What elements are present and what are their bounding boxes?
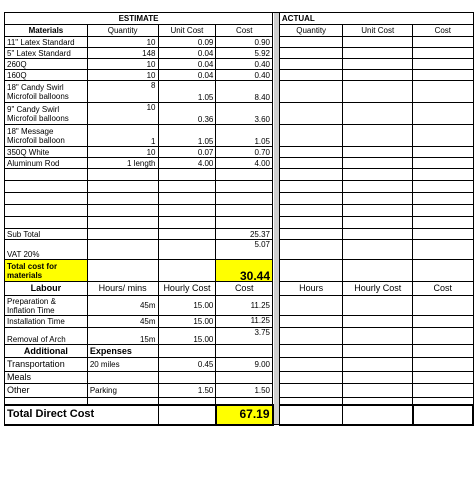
expense-cost: 1.50: [216, 384, 273, 398]
actual-cell: [343, 37, 413, 48]
expense-rate: [158, 372, 216, 384]
table-row: [5, 70, 474, 81]
actual-quantity-header: Quantity: [279, 25, 342, 37]
expense-detail: 20 miles: [87, 358, 158, 372]
table-row: [5, 384, 474, 398]
labour-name: Removal of Arch: [5, 328, 88, 345]
table-row: [5, 358, 474, 372]
material-unit-cost: 1.05: [158, 125, 216, 147]
material-name: 350Q White: [5, 147, 88, 158]
material-qty: 8: [87, 81, 158, 103]
table-row: [5, 158, 474, 169]
actual-cell: [413, 81, 473, 103]
table-row: [5, 37, 474, 48]
expense-name: Other: [5, 384, 88, 398]
labour-header-row: [5, 282, 474, 296]
material-cost: 0.70: [216, 147, 273, 158]
material-unit-cost: 1.05: [158, 81, 216, 103]
actual-cell: [343, 48, 413, 59]
material-unit-cost: 4.00: [158, 158, 216, 169]
actual-labour-cost-header: Cost: [413, 282, 473, 296]
table-row: [5, 316, 474, 328]
actual-cell: [343, 70, 413, 81]
material-cost: 5.92: [216, 48, 273, 59]
estimate-sheet: [4, 12, 474, 426]
material-name: 18" Candy Swirl Microfoil balloons: [5, 81, 88, 103]
material-unit-cost: 0.04: [158, 48, 216, 59]
empty-row: [5, 169, 474, 181]
total-direct-cost-label: Total Direct Cost: [5, 405, 159, 425]
material-qty: 10: [87, 103, 158, 125]
actual-cell: [343, 81, 413, 103]
material-unit-cost: 0.09: [158, 37, 216, 48]
material-cost: 1.05: [216, 125, 273, 147]
actual-cell: [343, 125, 413, 147]
table-row: [5, 372, 474, 384]
actual-cell: [413, 59, 473, 70]
actual-total-box: [413, 405, 473, 425]
additional-title: Additional: [5, 345, 88, 358]
material-name: Aluminum Rod: [5, 158, 88, 169]
actual-cell: [413, 103, 473, 125]
material-cost: 0.90: [216, 37, 273, 48]
actual-hourly-cost-header: Hourly Cost: [343, 282, 413, 296]
material-unit-cost: 0.04: [158, 70, 216, 81]
actual-cell: [413, 37, 473, 48]
labour-name: Installation Time: [5, 316, 88, 328]
actual-cell: [413, 147, 473, 158]
actual-cell: [279, 103, 342, 125]
table-row: [5, 81, 474, 103]
empty-row: [5, 193, 474, 205]
actual-cost-header: Cost: [413, 25, 473, 37]
total-materials-value: 30.44: [216, 260, 273, 282]
material-name: 260Q: [5, 59, 88, 70]
actual-cell: [279, 158, 342, 169]
table-row: [5, 59, 474, 70]
material-cost: 3.60: [216, 103, 273, 125]
table-row: [5, 296, 474, 316]
material-name: 160Q: [5, 70, 88, 81]
table-row: [5, 147, 474, 158]
actual-cell: [413, 125, 473, 147]
sub-total-value: 25.37: [216, 229, 273, 240]
column-separator: [273, 13, 280, 425]
actual-cell: [343, 158, 413, 169]
table-row: [5, 328, 474, 345]
expense-detail: [87, 372, 158, 384]
material-name: 18" Message Microfoil balloon: [5, 125, 88, 147]
material-name: 9" Candy Swirl Microfoil balloons: [5, 103, 88, 125]
actual-unit-cost-header: Unit Cost: [343, 25, 413, 37]
material-qty: 1 length: [87, 158, 158, 169]
material-qty: 10: [87, 70, 158, 81]
actual-cell: [279, 59, 342, 70]
labour-title: Labour: [5, 282, 88, 296]
actual-section-header: ACTUAL: [279, 13, 473, 25]
labour-rate: 15.00: [158, 316, 216, 328]
labour-hours: 45m: [87, 316, 158, 328]
expense-rate: 1.50: [158, 384, 216, 398]
estimate-section-header: ESTIMATE: [5, 13, 273, 25]
quantity-header: Quantity: [87, 25, 158, 37]
total-direct-cost-value: 67.19: [216, 405, 273, 425]
cost-header: Cost: [216, 25, 273, 37]
actual-cell: [279, 37, 342, 48]
actual-cell: [343, 59, 413, 70]
material-unit-cost: 0.07: [158, 147, 216, 158]
materials-header: Materials: [5, 25, 88, 37]
labour-name: Preparation & Inflation Time: [5, 296, 88, 316]
actual-cell: [343, 103, 413, 125]
expense-rate: 0.45: [158, 358, 216, 372]
table-row: [5, 103, 474, 125]
empty-row: [5, 398, 474, 405]
labour-hours: 45m: [87, 296, 158, 316]
vat-value: 5.07: [216, 240, 273, 260]
material-cost: 8.40: [216, 81, 273, 103]
material-qty: 1: [87, 125, 158, 147]
material-unit-cost: 0.04: [158, 59, 216, 70]
unit-cost-header: Unit Cost: [158, 25, 216, 37]
vat-row: [5, 240, 474, 260]
labour-rate: 15.00: [158, 296, 216, 316]
expense-cost: 9.00: [216, 358, 273, 372]
labour-cost: 3.75: [216, 328, 273, 345]
additional-header-row: [5, 345, 474, 358]
material-qty: 148: [87, 48, 158, 59]
total-materials-row: [5, 260, 474, 282]
material-qty: 10: [87, 59, 158, 70]
expenses-header: Expenses: [87, 345, 158, 358]
labour-cost: 11.25: [216, 296, 273, 316]
actual-hours-header: Hours: [279, 282, 342, 296]
material-qty: 10: [87, 37, 158, 48]
actual-cell: [279, 147, 342, 158]
material-name: 5" Latex Standard: [5, 48, 88, 59]
actual-cell: [279, 125, 342, 147]
material-cost: 4.00: [216, 158, 273, 169]
actual-cell: [279, 48, 342, 59]
material-qty: 10: [87, 147, 158, 158]
expense-name: Meals: [5, 372, 88, 384]
expense-cost: [216, 372, 273, 384]
table-row: [5, 48, 474, 59]
empty-row: [5, 217, 474, 229]
vat-label: VAT 20%: [5, 240, 88, 260]
material-name: 11" Latex Standard: [5, 37, 88, 48]
labour-rate: 15.00: [158, 328, 216, 345]
labour-cost: 11.25: [216, 316, 273, 328]
table-row: [5, 125, 474, 147]
labour-hours: 15m: [87, 328, 158, 345]
actual-cell: [413, 158, 473, 169]
total-direct-cost-row: [5, 405, 474, 425]
actual-cell: [279, 70, 342, 81]
material-cost: 0.40: [216, 70, 273, 81]
material-unit-cost: 0.36: [158, 103, 216, 125]
expense-name: Transportation: [5, 358, 88, 372]
actual-cell: [279, 81, 342, 103]
actual-cell: [413, 70, 473, 81]
labour-cost-header: Cost: [216, 282, 273, 296]
sub-total-row: [5, 229, 474, 240]
expense-detail: Parking: [87, 384, 158, 398]
material-cost: 0.40: [216, 59, 273, 70]
hourly-cost-header: Hourly Cost: [158, 282, 216, 296]
empty-row: [5, 181, 474, 193]
sub-total-label: Sub Total: [5, 229, 88, 240]
actual-cell: [343, 147, 413, 158]
actual-cell: [413, 48, 473, 59]
hours-header: Hours/ mins: [87, 282, 158, 296]
empty-row: [5, 205, 474, 217]
total-materials-label: Total cost for materials: [5, 260, 88, 282]
